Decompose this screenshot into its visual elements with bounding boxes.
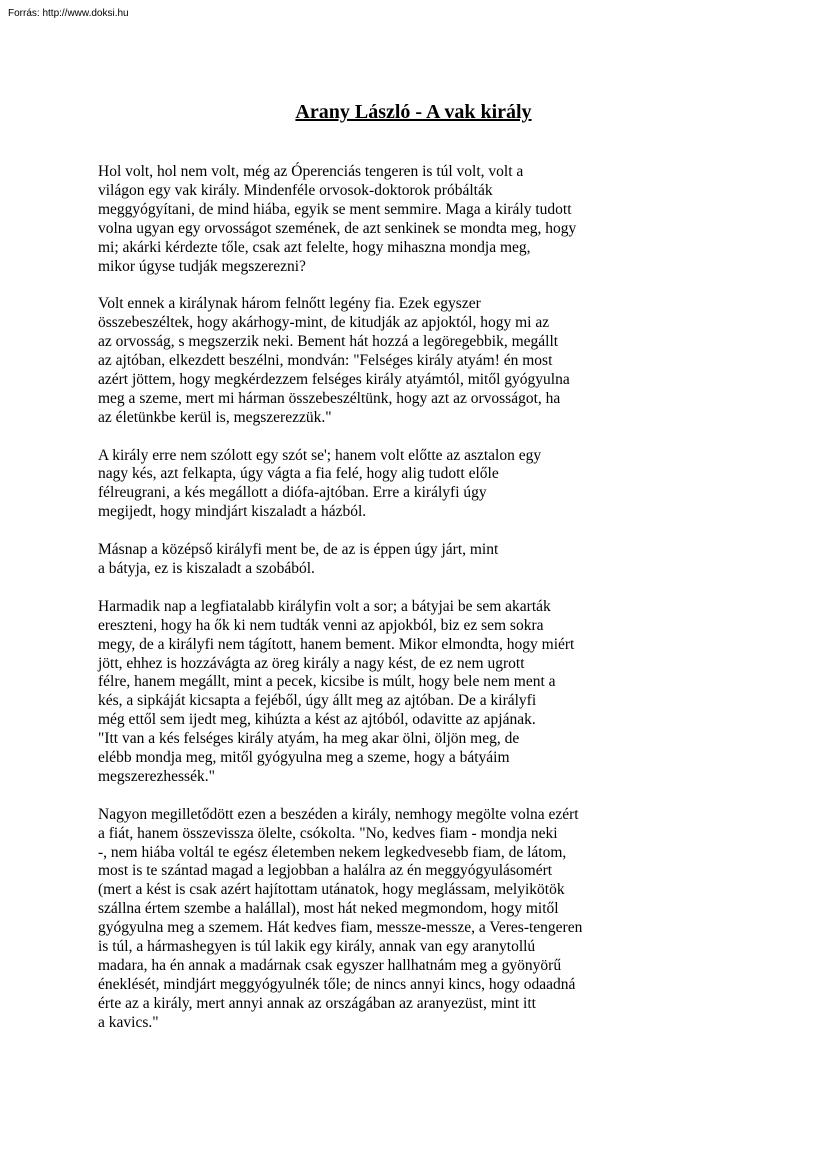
text-line: elébb mondja meg, mitől gyógyulna meg a szeme, hogy a bátyáim [98,749,510,767]
text-line: Másnap a középső királyfi ment be, de az is éppen úgy járt, mint [98,541,499,559]
paragraph [98,295,658,427]
text-line: Volt ennek a királynak három felnőtt legény fia. Ezek egyszer [98,295,481,313]
text-line: meggyógyítani, de mind hiába, egyik se ment semmire. Maga a király tudott [98,200,572,218]
text-line: a fiát, hanem összevissza ölelte, csókolta. "No, kedves fiam - mondja neki [98,824,558,842]
text-line: a kavics." [98,1013,159,1031]
paragraph [98,447,658,523]
text-line: megijedt, hogy mindjárt kiszaladt a házból. [98,503,367,521]
text-line: világon egy vak király. Mindenféle orvosok-doktorok próbálták [98,181,493,199]
paragraph [98,163,658,276]
text-line: volna ugyan egy orvosságot szemének, de azt senkinek se mondta meg, hogy [98,219,577,237]
text-line: nagy kés, azt felkapta, úgy vágta a fia felé, hogy alig tudott előle [98,465,499,483]
paragraph [98,598,658,787]
text-line: szállna értem szembe a halállal), most hát neked megmondom, hogy mitől [98,900,559,918]
text-line: most is te szántad magad a legjobban a halálra az én meggyógyulásomért [98,862,553,880]
text-line: Hol volt, hol nem volt, még az Óperenciás tengeren is túl volt, volt a [98,163,524,180]
source-note: Forrás: http://www.doksi.hu [8,8,129,19]
text-line: összebeszéltek, hogy akárhogy-mint, de kitudják az apjoktól, hogy mi az [98,314,550,332]
text-line: mi; akárki kérdezte tőle, csak azt felelte, hogy mihaszna mondja meg, [98,238,531,256]
story-body [98,163,658,1052]
text-line: érte az a király, mert annyi annak az országában az aranyezüst, mint itt [98,994,536,1012]
text-line: még ettől sem ijedt meg, kihúzta a kést az ajtóból, odavitte az apjának. [98,711,536,729]
text-line: (mert a kést is csak azért hajítottam utánatok, hogy meglássam, melyikötök [98,881,565,899]
text-line: kés, a sipkáját kicsapta a fejéből, úgy állt meg az ajtóban. De a királyfi [98,692,537,710]
text-line: éneklését, mindjárt meggyógyulnék tőle; de nincs annyi kincs, hogy odaadná [98,975,576,993]
text-line: félre, hanem megállt, mint a pecek, kicsibe is múlt, hogy bele nem ment a [98,673,556,691]
text-line: jött, ehhez is hozzávágta az öreg király a nagy kést, de ez nem ugrott [98,654,525,672]
paragraph [98,806,658,1033]
text-line: félreugrani, a kés megállott a diófa-ajtóban. Erre a királyfi úgy [98,484,487,502]
text-line: az orvosság, s megszerzik neki. Bement hát hozzá a legöregebbik, megállt [98,333,559,351]
text-line: madara, ha én annak a madárnak csak egyszer hallhatnám meg a gyönyörű [98,956,562,974]
text-line: gyógyulna meg a szemem. Hát kedves fiam, messze-messze, a Veres-tengeren [98,919,583,937]
text-line: is túl, a hármashegyen is túl lakik egy király, annak van egy aranytollú [98,938,536,956]
text-line: "Itt van a kés felséges király atyám, ha meg akar ölni, öljön meg, de [98,730,520,748]
text-line: a bátyja, ez is kiszaladt a szobából. [98,559,315,577]
paragraph [98,541,658,579]
text-line: meg a szeme, mert mi hárman összebeszéltünk, hogy azt az orvosságot, ha [98,389,561,407]
text-line: az életünkbe kerül is, megszerezzük." [98,408,332,426]
text-line: megy, de a királyfi nem tágított, hanem bement. Mikor elmondta, hogy miért [98,635,575,653]
page-title: Arany László - A vak király [295,101,532,123]
text-line: az ajtóban, elkezdett beszélni, mondván: "Felséges király atyám! én most [98,352,553,370]
text-line: -, nem hiába voltál te egész életemben nekem legkedvesebb fiam, de látom, [98,843,567,861]
text-line: Nagyon megilletődött ezen a beszéden a király, nemhogy megölte volna ezért [98,805,579,823]
text-line: azért jöttem, hogy megkérdezzem felséges király atyámtól, mitől gyógyulna [98,370,570,388]
text-line: Harmadik nap a legfiatalabb királyfin volt a sor; a bátyjai be sem akarták [98,597,551,615]
text-line: ereszteni, hogy ha ők ki nem tudták venni az apjokból, biz ez sem sokra [98,616,544,634]
text-line: mikor úgyse tudják megszerezni? [98,257,306,275]
text-line: megszerezhessék." [98,767,215,785]
text-line: A király erre nem szólott egy szót se'; hanem volt előtte az asztalon egy [98,446,542,464]
